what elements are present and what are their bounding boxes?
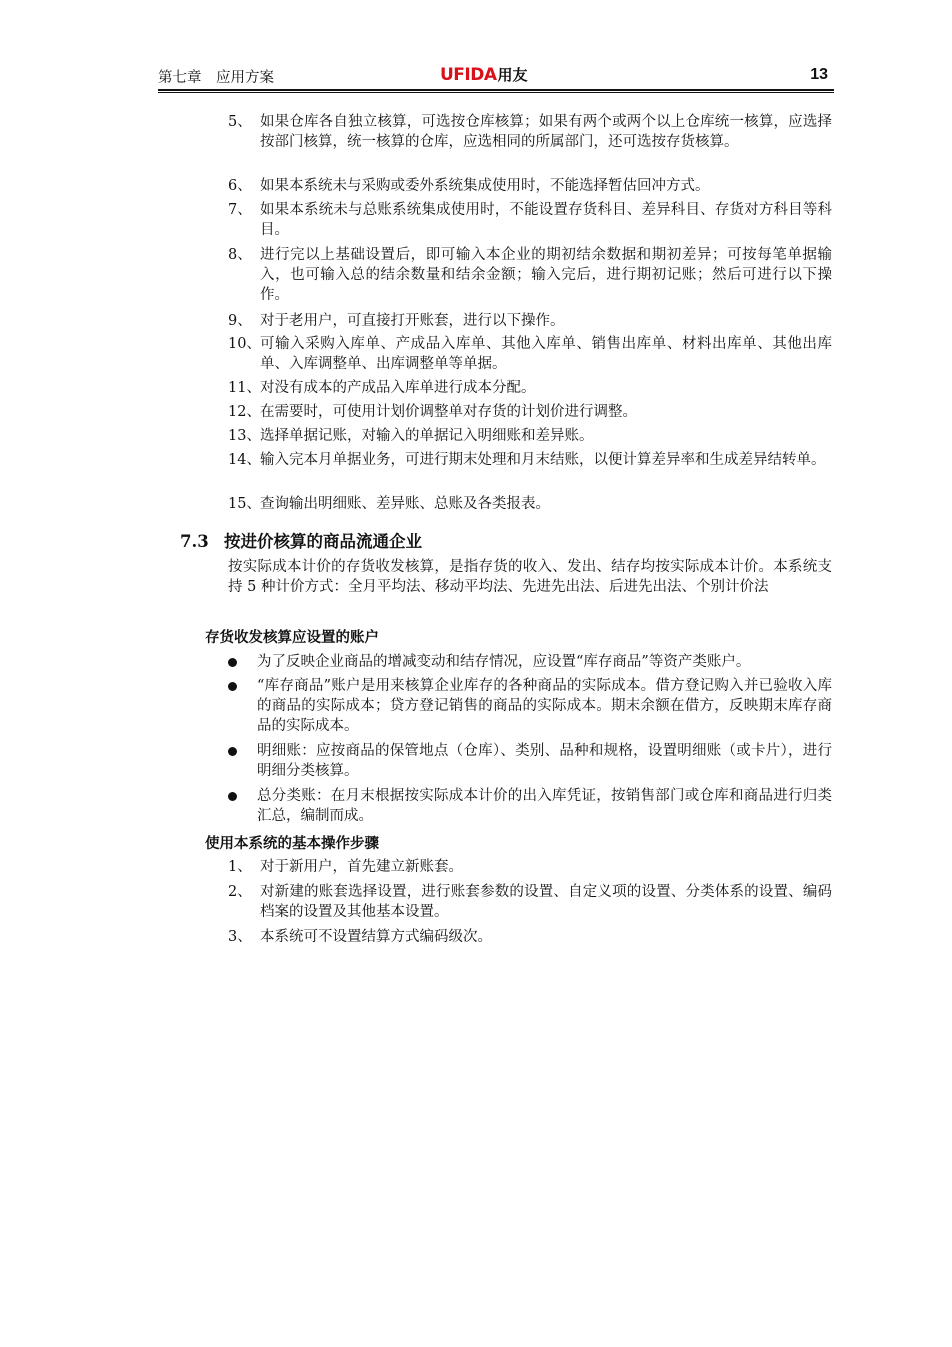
- list-text: 如果本系统未与总账系统集成使用时，不能设置存货科目、差异科目、存货对方科目等科目。: [260, 202, 832, 238]
- list-text: 选择单据记账，对输入的单据记入明细账和差异账。: [260, 428, 594, 444]
- bullet-text: 明细账：应按商品的保管地点（仓库）、类别、品种和规格，设置明细账（或卡片），进行明细分类核算。: [257, 743, 832, 779]
- list-text: 输入完本月单据业务，可进行期末处理和月末结账，以便计算差异率和生成差异结转单。: [260, 452, 826, 468]
- list-number: 12、: [228, 404, 261, 420]
- list-number: 5、: [228, 114, 252, 130]
- step-number: 3、: [228, 929, 252, 945]
- bullet-icon: [228, 747, 237, 756]
- step-text: 对新建的账套选择设置，进行账套参数的设置、自定义项的设置、分类体系的设置、编码档案的设置及其他基本设置。: [260, 884, 832, 920]
- step-text: 本系统可不设置结算方式编码级次。: [260, 929, 492, 945]
- bullet-icon: [228, 682, 237, 691]
- bullet-item: [228, 786, 832, 826]
- list-text: 在需要时，可使用计划价调整单对存货的计划价进行调整。: [260, 404, 637, 420]
- list-text: 可输入采购入库单、产成品入库单、其他入库单、销售出库单、材料出库单、其他出库单、入库调整单、出库调整单等单据。: [260, 336, 832, 372]
- list-number: 7、: [228, 202, 252, 218]
- list-text: 进行完以上基础设置后，即可输入本企业的期初结余数据和期初差异；可按每笔单据输入，也可输入总的结余数量和结余金额；输入完后，进行期初记账；然后可进行以下操作。: [260, 247, 832, 303]
- section-heading: [180, 528, 422, 552]
- bullet-item: [228, 741, 832, 781]
- section-title: 按进价核算的商品流通企业: [224, 532, 422, 551]
- list-number: 11、: [228, 380, 261, 396]
- bullet-text: “库存商品”账户是用来核算企业库存的各种商品的实际成本。借方登记购入并已验收入库的商品的实际成本；贷方登记销售的商品的实际成本。期末余额在借方，反映期末库存商品的实际成本。: [257, 678, 832, 734]
- brand-cn: 用友: [497, 66, 528, 84]
- list-text: 对没有成本的产成品入库单进行成本分配。: [260, 380, 536, 396]
- list-text: 对于老用户，可直接打开账套，进行以下操作。: [260, 313, 565, 329]
- list-text: 如果仓库各自独立核算，可选按仓库核算；如果有两个或两个以上仓库统一核算，应选择按部门核算，统一核算的仓库，应选相同的所属部门，还可选按存货核算。: [260, 114, 832, 150]
- step-item: [228, 857, 832, 877]
- list-item: [228, 311, 832, 331]
- step-item: [228, 882, 832, 922]
- bullet-icon: [228, 792, 237, 801]
- list-number: 9、: [228, 313, 252, 329]
- list-item: [228, 200, 832, 240]
- list-item: [228, 334, 832, 374]
- list-item: [228, 245, 832, 305]
- step-text: 对于新用户，首先建立新账套。: [260, 859, 463, 875]
- step-number: 1、: [228, 859, 252, 875]
- bullet-text: 总分类账：在月末根据按实际成本计价的出入库凭证，按销售部门或仓库和商品进行归类汇总，编制而成。: [257, 788, 832, 824]
- page-header: [158, 64, 832, 88]
- list-number: 10、: [228, 336, 261, 352]
- list-number: 13、: [228, 428, 261, 444]
- bullet-text: 为了反映企业商品的增减变动和结存情况，应设置“库存商品”等资产类账户。: [257, 654, 751, 670]
- ufida-logo: [440, 64, 528, 85]
- list-text: 如果本系统未与采购或委外系统集成使用时，不能选择暂估回冲方式。: [260, 178, 710, 194]
- step-item: [228, 927, 832, 947]
- list-number: 6、: [228, 178, 252, 194]
- subheading-steps: 使用本系统的基本操作步骤: [205, 836, 379, 852]
- list-number: 8、: [228, 247, 252, 263]
- section-intro: 按实际成本计价的存货收发核算，是指存货的收入、发出、结存均按实际成本计价。本系统支持 5 种计价方式：全月平均法、移动平均法、先进先出法、后进先出法、个别计价法: [228, 559, 832, 595]
- bullet-icon: [228, 658, 237, 667]
- brand-latin: UFIDA: [440, 65, 497, 85]
- list-number: 14、: [228, 452, 261, 468]
- bullet-item: [228, 652, 832, 672]
- list-item: [228, 450, 832, 470]
- chapter-title: 第七章 应用方案: [158, 70, 274, 86]
- subheading-accounts: 存货收发核算应设置的账户: [205, 630, 379, 646]
- list-item: [228, 426, 832, 446]
- page-number: 13: [810, 66, 828, 83]
- list-item: [228, 378, 832, 398]
- list-item: [228, 112, 832, 152]
- step-number: 2、: [228, 884, 252, 900]
- header-rule-thin: [158, 92, 834, 93]
- list-number: 15、: [228, 496, 261, 512]
- list-item: [228, 494, 832, 514]
- list-item: [228, 176, 832, 196]
- section-number: 7.3: [180, 532, 209, 551]
- list-text: 查询输出明细账、差异账、总账及各类报表。: [260, 496, 550, 512]
- list-item: [228, 402, 832, 422]
- bullet-item: [228, 676, 832, 736]
- header-rule: [158, 89, 834, 91]
